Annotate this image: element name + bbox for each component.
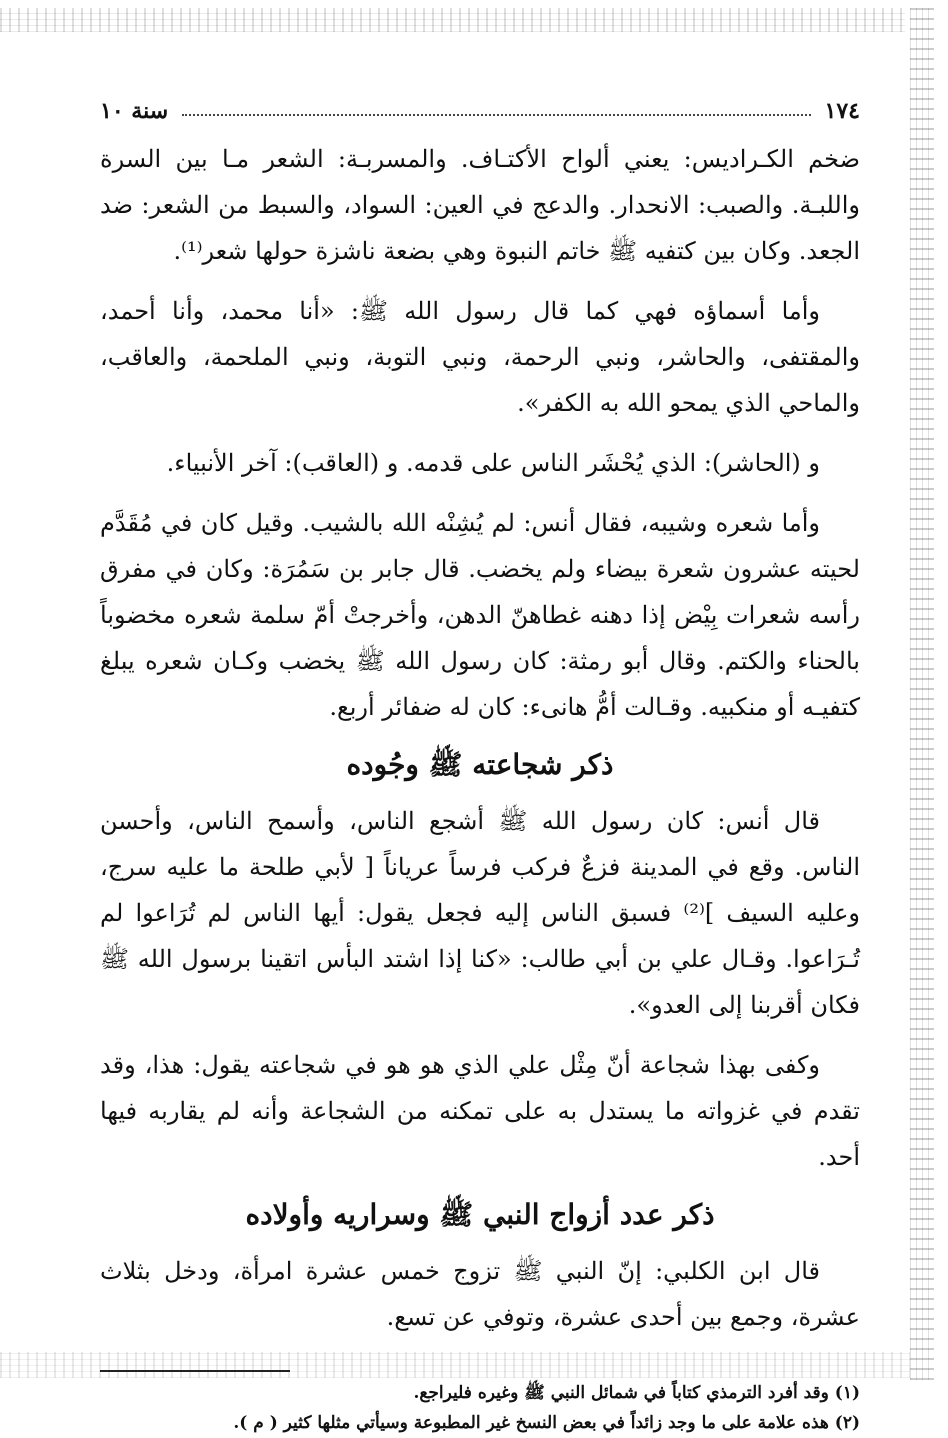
paragraph-courage: قال أنس: كان رسول الله ﷺ أشجع الناس، وأسمح الناس، وأحسن الناس. وقع في المدينة فزعٌ فركب فرساً عرياناً [ لأبي طلحة ما عليه سرج، وعليه السيف ]⁽²⁾ فسبق الناس إليه فجعل يقول: أيها الناس لم تُرَاعوا لم تُـرَاعوا. وقـال علي بن أبي طالب: «كنا إذا اشتد البأس اتقينا برسول الله ﷺ فكان أقربنا إلى العدو». — [100, 807, 860, 1019]
decorative-border-top — [0, 8, 905, 32]
paragraph-features: ضخم الكـراديس: يعني ألواح الأكتـاف. والمسربـة: الشعر مـا بين السرة واللبـة. والصبب: الانحدار. والدعج في العين: السواد، والسبط من الشعر: ضد الجعد. وكان بين كتفيه ﷺ خاتم النبوة وهي بضعة ناشزة حولها شعر⁽¹⁾. — [100, 145, 860, 265]
page-body — [100, 80, 860, 1438]
header-dotted-leader — [182, 114, 810, 116]
footnote-1: (١) وقد أفرد الترمذي كتاباً في شمائل النبي ﷺ وغيره فليراجع. — [413, 1383, 860, 1403]
running-header — [100, 80, 860, 124]
paragraph-names: وأما أسماؤه فهي كما قال رسول الله ﷺ: «أنا محمد، وأنا أحمد، والمقتفى، والحاشر، ونبي الرحمة، ونبي التوبة، ونبي الملحمة، والعاقب، والماحي الذي يمحو الله به الكفر». — [100, 297, 860, 417]
section-heading-courage: ذكر شجاعته ﷺ وجُوده — [346, 748, 614, 781]
footnote-2: (٢) هذه علامة على ما وجد زائداً في بعض النسخ غير المطبوعة وسيأتي مثلها كثير ( م ). — [233, 1413, 860, 1433]
paragraph-wives: قال ابن الكلبي: إنّ النبي ﷺ تزوج خمس عشرة امرأة، ودخل بثلاث عشرة، وجمع بين أحدى عشرة، وتوفي عن تسع. — [100, 1257, 860, 1331]
decorative-border-right — [910, 8, 934, 1380]
section-heading-wives: ذكر عدد أزواج النبي ﷺ وسراريه وأولاده — [245, 1198, 715, 1231]
paragraph-hashir: و (الحاشر): الذي يُحْشَر الناس على قدمه. و (العاقب): آخر الأنبياء. — [166, 449, 820, 477]
paragraph-ali: وكفى بهذا شجاعة أنّ مِثْل علي الذي هو هو في شجاعته يقول: هذا، وقد تقدم في غزواته ما يستدل به على تمكنه من الشجاعة وأنه لم يقاربه فيها أحد. — [100, 1051, 860, 1171]
header-year: سنة ١٠ — [100, 98, 169, 124]
footnote-separator — [100, 1370, 290, 1372]
paragraph-hair: وأما شعره وشيبه، فقال أنس: لم يُشِنْه الله بالشيب. وقيل كان في مُقَدَّم لحيته عشرون شعرة بيضاء ولم يخضب. قال جابر بن سَمُرَة: وكان في مفرق رأسه شعرات بِيْض إذا دهنه غطاهنّ الدهن، وأخرجتْ أمّ سلمة شعره مخضوباً بالحناء والكتم. وقال أبو رمثة: كان رسول الله ﷺ يخضب وكـان شعره يبلغ كتفيـه أو منكبيه. وقـالت أمُّ هانىء: كان له ضفائر أربع. — [100, 509, 860, 721]
page-number: ١٧٤ — [824, 98, 860, 124]
